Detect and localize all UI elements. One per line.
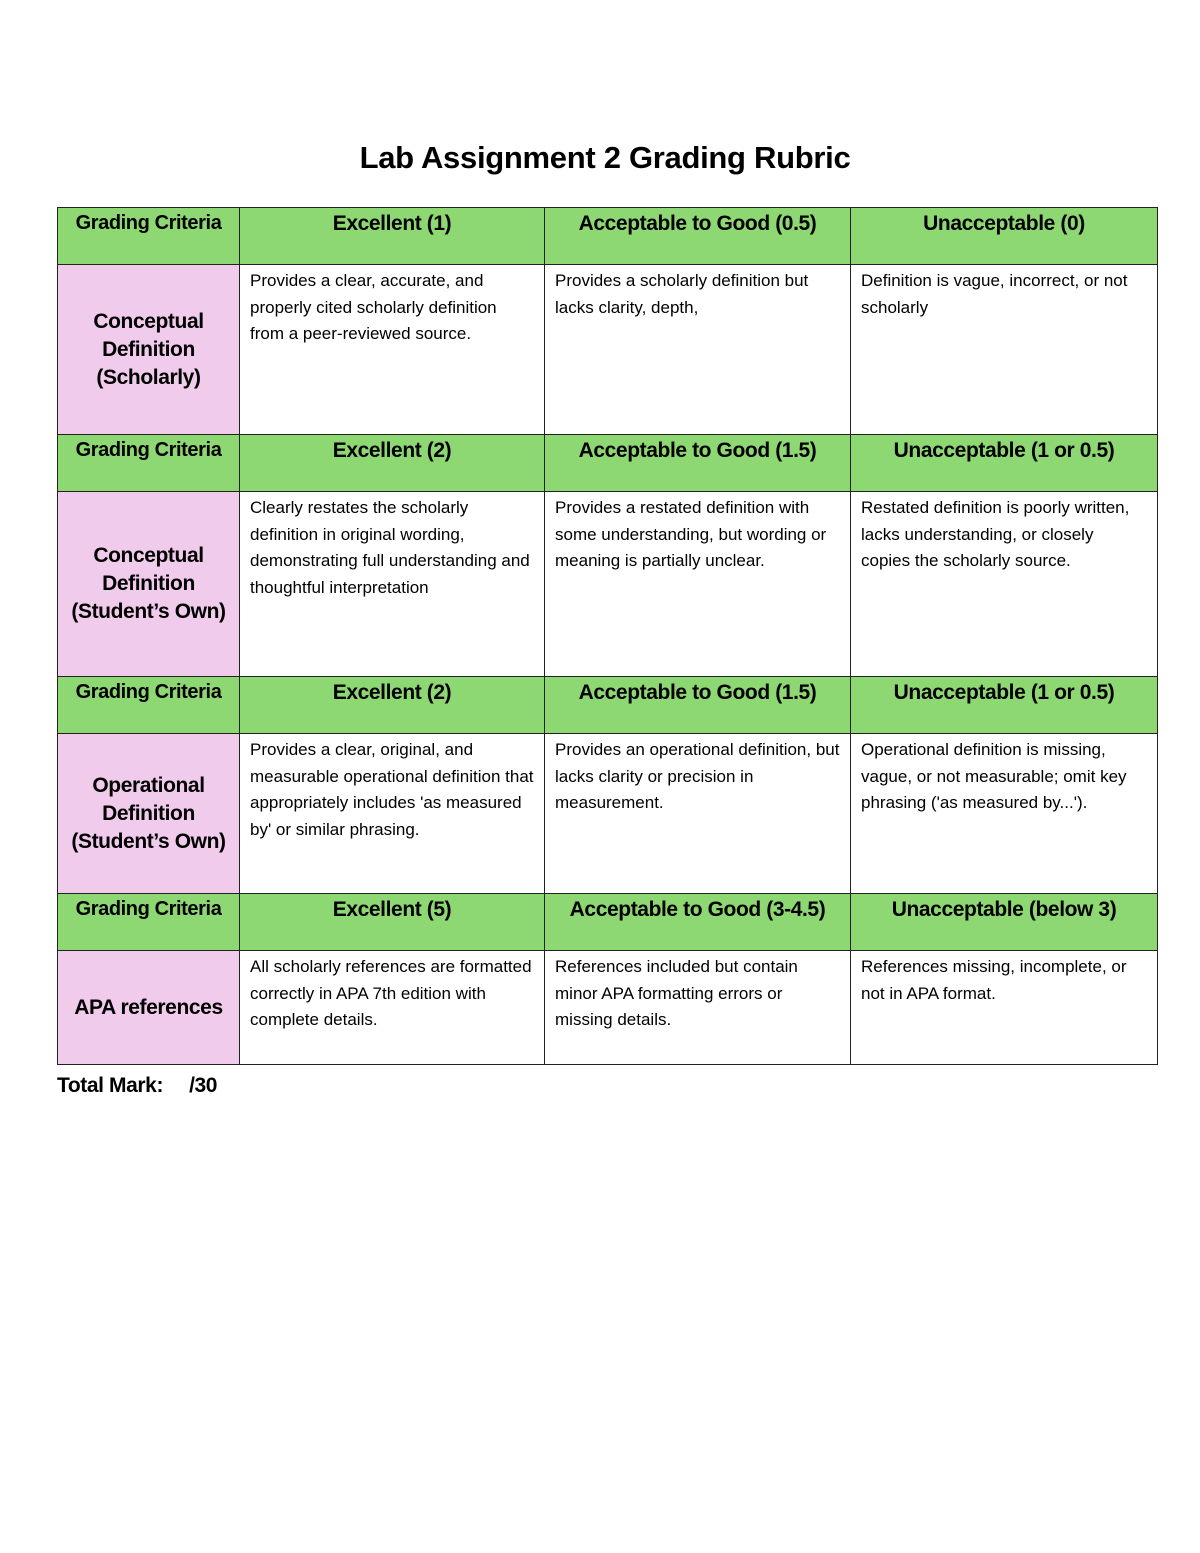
criterion-line: Definition bbox=[102, 572, 195, 595]
header-grading-criteria: Grading Criteria bbox=[58, 208, 240, 265]
header-grading-criteria: Grading Criteria bbox=[58, 677, 240, 734]
page-title: Lab Assignment 2 Grading Rubric bbox=[359, 140, 851, 175]
header-acceptable: Acceptable to Good (0.5) bbox=[545, 208, 851, 265]
header-unacceptable: Unacceptable (0) bbox=[851, 208, 1158, 265]
total-mark-label: Total Mark: bbox=[57, 1074, 164, 1097]
rubric-header-row bbox=[58, 208, 1158, 265]
header-acceptable: Acceptable to Good (3-4.5) bbox=[545, 894, 851, 951]
acceptable-description: Provides an operational definition, but lacks clarity or precision in measurement. bbox=[545, 734, 851, 894]
excellent-description: Provides a clear, accurate, and properly cited scholarly definition from a peer-reviewed source. bbox=[240, 265, 545, 435]
grading-rubric-table bbox=[57, 207, 1158, 1065]
criterion-line: Definition bbox=[102, 801, 195, 825]
header-excellent: Excellent (2) bbox=[240, 677, 545, 734]
excellent-description: All scholarly references are formatted correctly in APA 7th edition with complete details. bbox=[240, 951, 545, 1065]
excellent-description: Provides a clear, original, and measurable operational definition that appropriately includes 'as measured by' or similar phrasing. bbox=[240, 734, 545, 894]
rubric-row-operational-students-own bbox=[58, 734, 1158, 894]
criterion-line: Definition bbox=[102, 337, 195, 361]
criterion-line: (Student’s Own) bbox=[71, 829, 226, 853]
unacceptable-description: Restated definition is poorly written, lacks understanding, or closely copies the scholarly source. bbox=[851, 492, 1158, 677]
unacceptable-description: References missing, incomplete, or not in APA format. bbox=[851, 951, 1158, 1065]
total-mark-value: /30 bbox=[189, 1074, 218, 1097]
rubric-row-apa-references bbox=[58, 951, 1158, 1065]
criterion-label bbox=[58, 734, 240, 894]
acceptable-description: Provides a scholarly definition but lacks clarity, depth, bbox=[545, 265, 851, 435]
rubric-header-row bbox=[58, 435, 1158, 492]
criterion-label bbox=[58, 951, 240, 1065]
excellent-description: Clearly restates the scholarly definition in original wording, demonstrating full understanding and thoughtful interpretation bbox=[240, 492, 545, 677]
criterion-label bbox=[58, 265, 240, 435]
header-excellent: Excellent (5) bbox=[240, 894, 545, 951]
rubric-row-conceptual-scholarly bbox=[58, 265, 1158, 435]
acceptable-description: Provides a restated definition with some understanding, but wording or meaning is partially unclear. bbox=[545, 492, 851, 677]
header-excellent: Excellent (1) bbox=[240, 208, 545, 265]
criterion-line: (Student’s Own) bbox=[71, 600, 226, 623]
header-grading-criteria: Grading Criteria bbox=[58, 435, 240, 492]
header-grading-criteria: Grading Criteria bbox=[58, 894, 240, 951]
header-unacceptable: Unacceptable (below 3) bbox=[851, 894, 1158, 951]
unacceptable-description: Definition is vague, incorrect, or not scholarly bbox=[851, 265, 1158, 435]
acceptable-description: References included but contain minor APA formatting errors or missing details. bbox=[545, 951, 851, 1065]
criterion-line: Conceptual bbox=[93, 309, 204, 333]
criterion-line: APA references bbox=[74, 995, 223, 1019]
header-unacceptable: Unacceptable (1 or 0.5) bbox=[851, 677, 1158, 734]
criterion-line: (Scholarly) bbox=[96, 365, 201, 389]
criterion-label bbox=[58, 492, 240, 677]
criterion-line: Operational bbox=[92, 773, 205, 797]
total-mark bbox=[57, 1074, 217, 1098]
header-excellent: Excellent (2) bbox=[240, 435, 545, 492]
rubric-header-row bbox=[58, 677, 1158, 734]
header-acceptable: Acceptable to Good (1.5) bbox=[545, 435, 851, 492]
unacceptable-description: Operational definition is missing, vague, or not measurable; omit key phrasing ('as measured by...'). bbox=[851, 734, 1158, 894]
criterion-line: Conceptual bbox=[93, 544, 204, 567]
header-acceptable: Acceptable to Good (1.5) bbox=[545, 677, 851, 734]
rubric-header-row bbox=[58, 894, 1158, 951]
header-unacceptable: Unacceptable (1 or 0.5) bbox=[851, 435, 1158, 492]
rubric-row-conceptual-students-own bbox=[58, 492, 1158, 677]
